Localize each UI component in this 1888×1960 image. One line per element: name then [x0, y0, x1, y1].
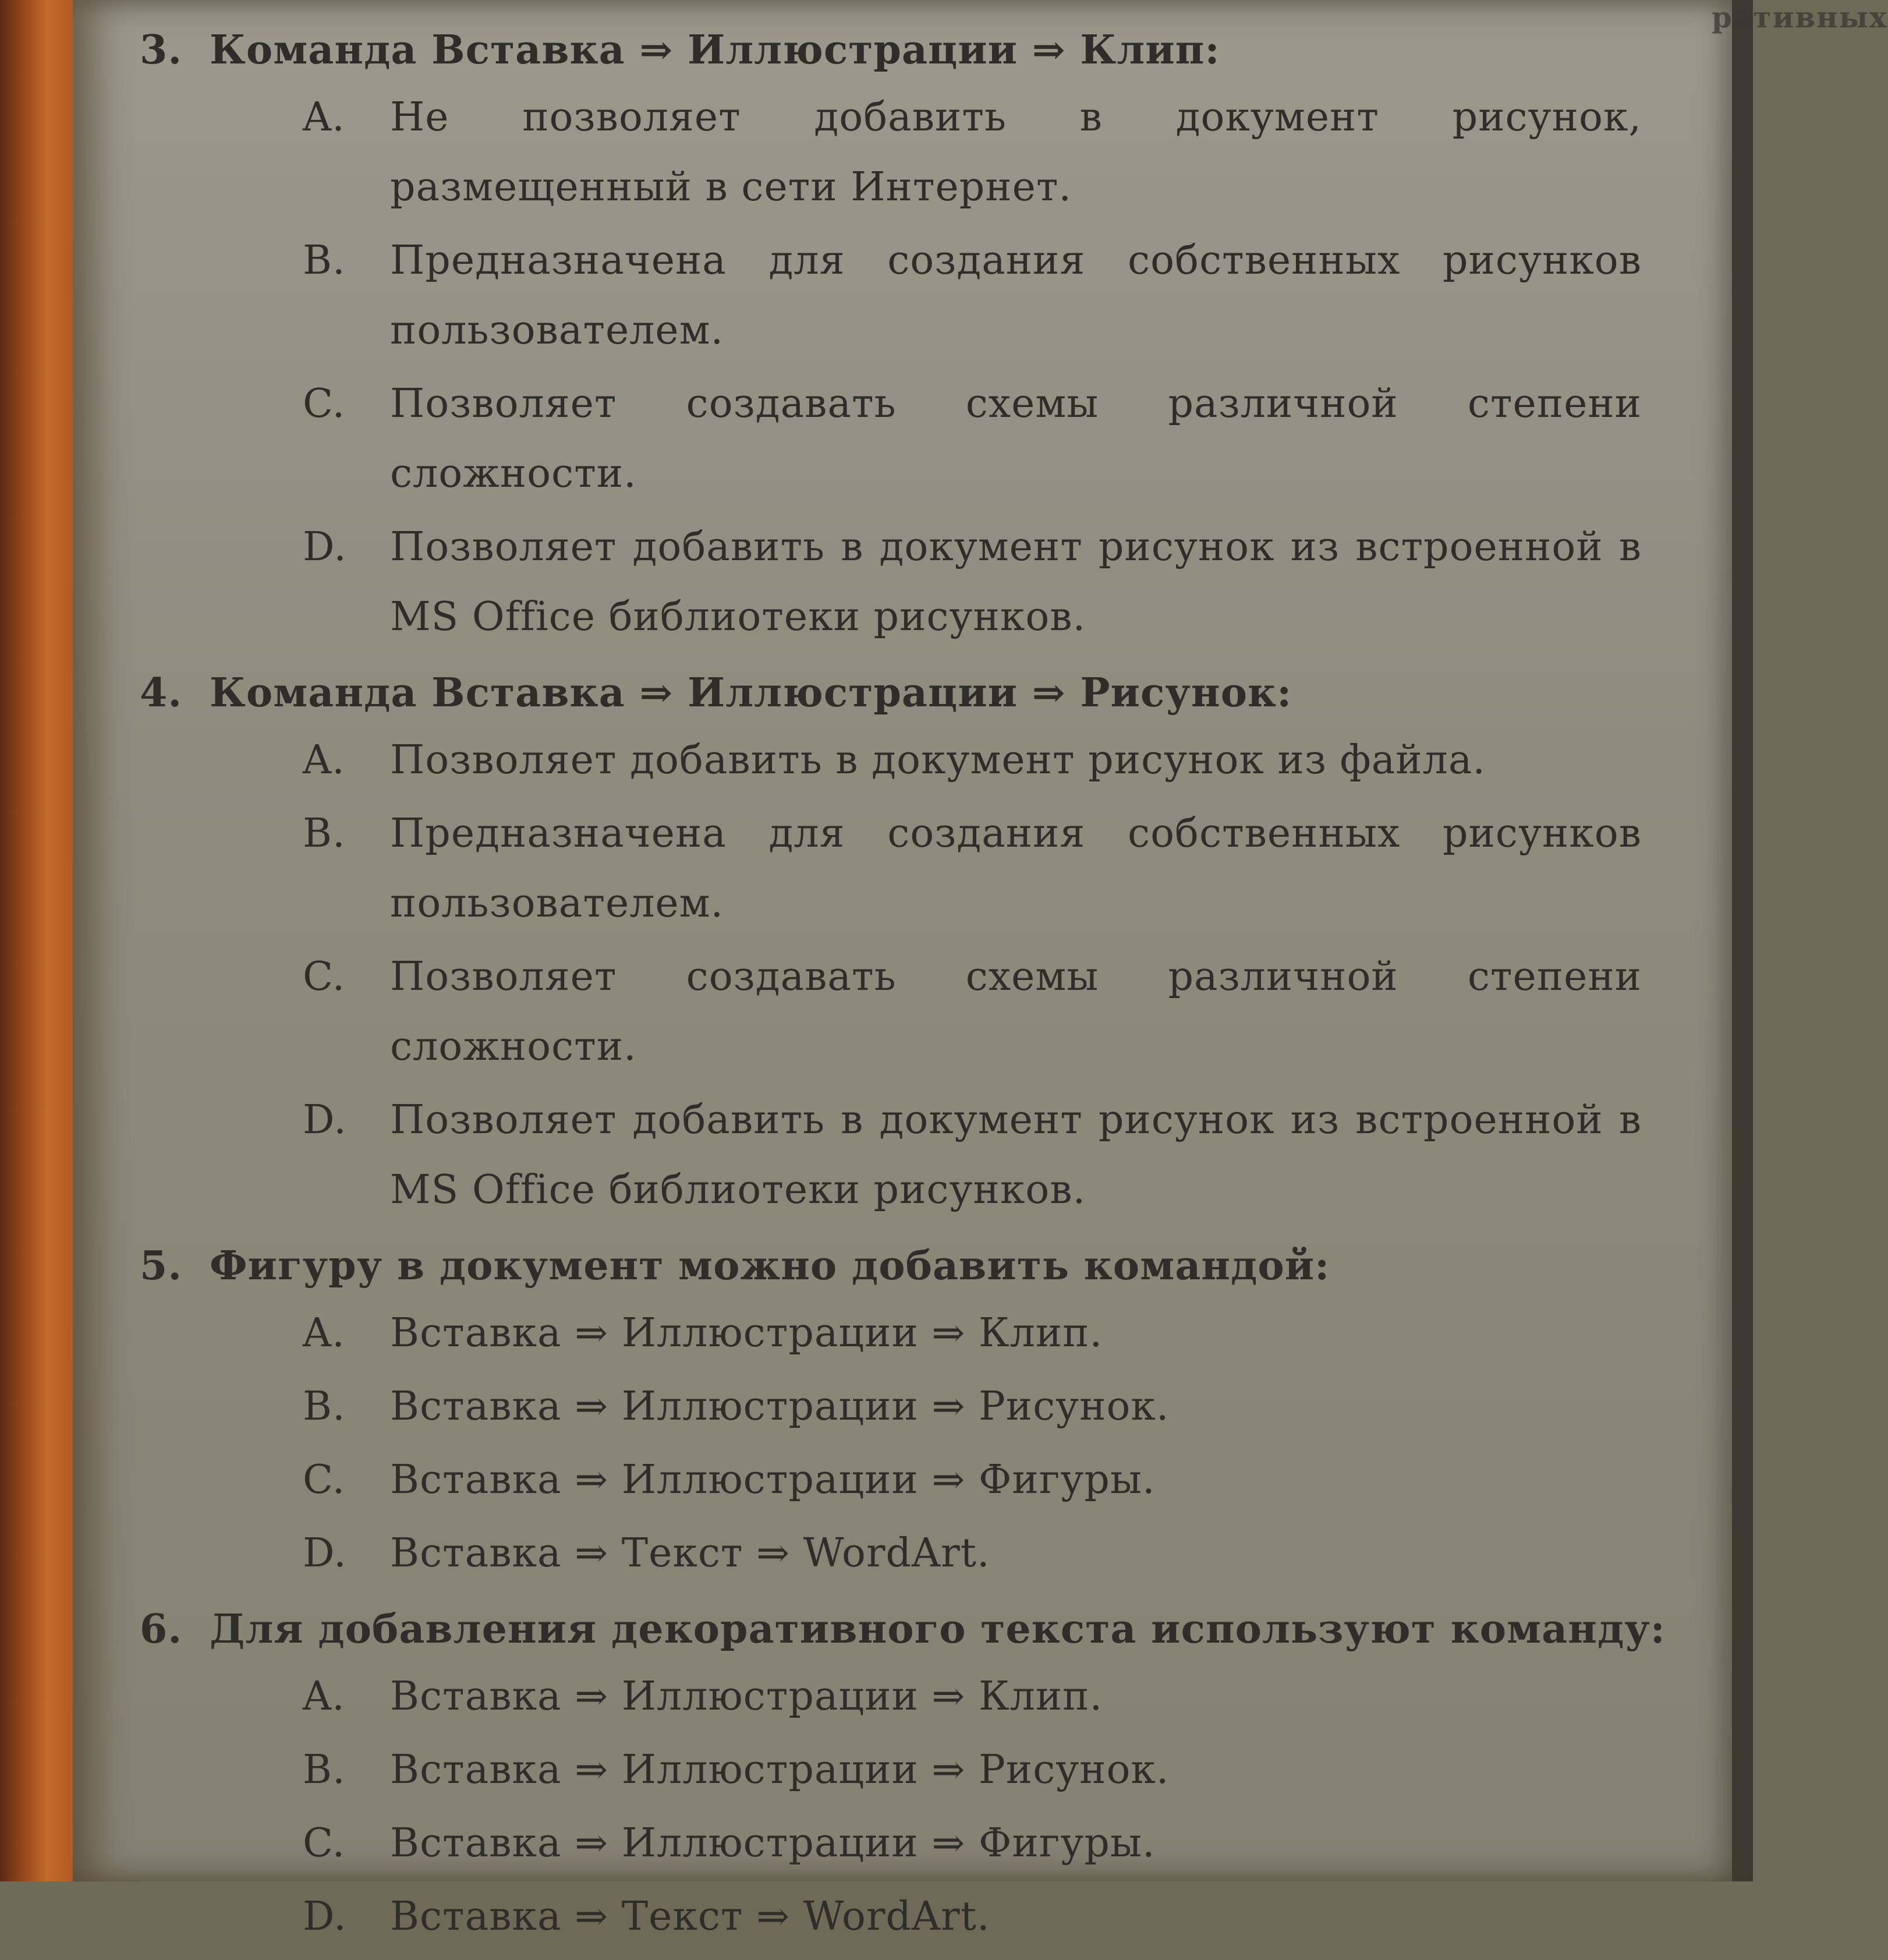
option-letter: B. — [303, 1384, 346, 1430]
answer-option-c — [140, 369, 1712, 509]
option-text: Предназначена для создания собственных рисунков пользователем. — [390, 238, 1642, 353]
answer-option-d — [140, 1085, 1712, 1225]
answer-option-d — [140, 1882, 1712, 1952]
page-edge-shadow — [1732, 0, 1753, 1881]
question-3 — [140, 17, 1712, 652]
page-content — [140, 0, 1888, 1960]
question-number: 5. — [140, 1243, 182, 1289]
option-letter: A. — [303, 1674, 345, 1720]
question-number: 4. — [140, 670, 182, 716]
option-text: Вставка ⇒ Иллюстрации ⇒ Рисунок. — [390, 1384, 1170, 1430]
book-spine — [0, 0, 73, 1881]
answer-option-d — [140, 512, 1712, 652]
option-letter: C. — [303, 1457, 346, 1503]
question-number: 6. — [140, 1606, 182, 1653]
answer-option-c — [140, 1809, 1712, 1878]
question-6 — [140, 1597, 1712, 1952]
question-header — [140, 660, 1712, 726]
question-header — [140, 17, 1712, 83]
option-letter: A. — [303, 737, 345, 783]
answer-option-a — [140, 726, 1712, 795]
answer-option-d — [140, 1519, 1712, 1588]
answer-option-a — [140, 83, 1712, 222]
option-text: Вставка ⇒ Иллюстрации ⇒ Фигуры. — [390, 1457, 1156, 1503]
question-5 — [140, 1233, 1712, 1588]
question-prompt: Для добавления декоративного текста используют команду: — [210, 1606, 1666, 1653]
option-text: Вставка ⇒ Текст ⇒ WordArt. — [390, 1530, 990, 1576]
option-text: Позволяет добавить в документ рисунок из встроенной в MS Office библиотеки рисунков. — [390, 1097, 1642, 1213]
question-number: 3. — [140, 27, 182, 73]
option-text: Вставка ⇒ Иллюстрации ⇒ Фигуры. — [390, 1820, 1156, 1866]
option-text: Позволяет добавить в документ рисунок из встроенной в MS Office библиотеки рисунков. — [390, 524, 1642, 640]
question-prompt: Команда Вставка ⇒ Иллюстрации ⇒ Клип: — [210, 27, 1220, 73]
option-letter: A. — [303, 1310, 345, 1356]
question-prompt: Фигуру в документ можно добавить командой: — [210, 1243, 1330, 1289]
option-letter: C. — [303, 381, 346, 427]
question-header — [140, 1597, 1712, 1662]
option-text: Предназначена для создания собственных рисунков пользователем. — [390, 811, 1642, 926]
previous-line-fragment: ративных — [1712, 0, 1888, 34]
question-prompt: Команда Вставка ⇒ Иллюстрации ⇒ Рисунок: — [210, 670, 1292, 716]
option-text: Вставка ⇒ Иллюстрации ⇒ Клип. — [390, 1674, 1103, 1720]
answer-option-a — [140, 1299, 1712, 1368]
question-4 — [140, 660, 1712, 1225]
option-text: Вставка ⇒ Иллюстрации ⇒ Клип. — [390, 1310, 1103, 1356]
option-letter: C. — [303, 954, 346, 1000]
option-text: Позволяет создавать схемы различной степени сложности. — [390, 954, 1642, 1070]
answer-option-c — [140, 1445, 1712, 1515]
question-header — [140, 1233, 1712, 1299]
answer-option-a — [140, 1662, 1712, 1732]
option-letter: B. — [303, 238, 346, 284]
option-letter: A. — [303, 94, 345, 140]
option-letter: D. — [303, 1097, 347, 1143]
option-letter: D. — [303, 1894, 347, 1940]
option-text: Вставка ⇒ Текст ⇒ WordArt. — [390, 1894, 990, 1940]
option-letter: D. — [303, 1530, 347, 1576]
option-text: Позволяет добавить в документ рисунок из файла. — [390, 737, 1486, 783]
answer-option-b — [140, 226, 1712, 366]
answer-option-b — [140, 799, 1712, 939]
option-letter: B. — [303, 1747, 346, 1793]
option-letter: B. — [303, 811, 346, 857]
option-letter: D. — [303, 524, 347, 570]
answer-option-c — [140, 942, 1712, 1082]
option-text: Позволяет создавать схемы различной степени сложности. — [390, 381, 1642, 497]
option-letter: C. — [303, 1820, 346, 1866]
option-text: Вставка ⇒ Иллюстрации ⇒ Рисунок. — [390, 1747, 1170, 1793]
option-text: Не позволяет добавить в документ рисунок, размещенный в сети Интернет. — [390, 94, 1642, 210]
answer-option-b — [140, 1735, 1712, 1805]
answer-option-b — [140, 1372, 1712, 1442]
